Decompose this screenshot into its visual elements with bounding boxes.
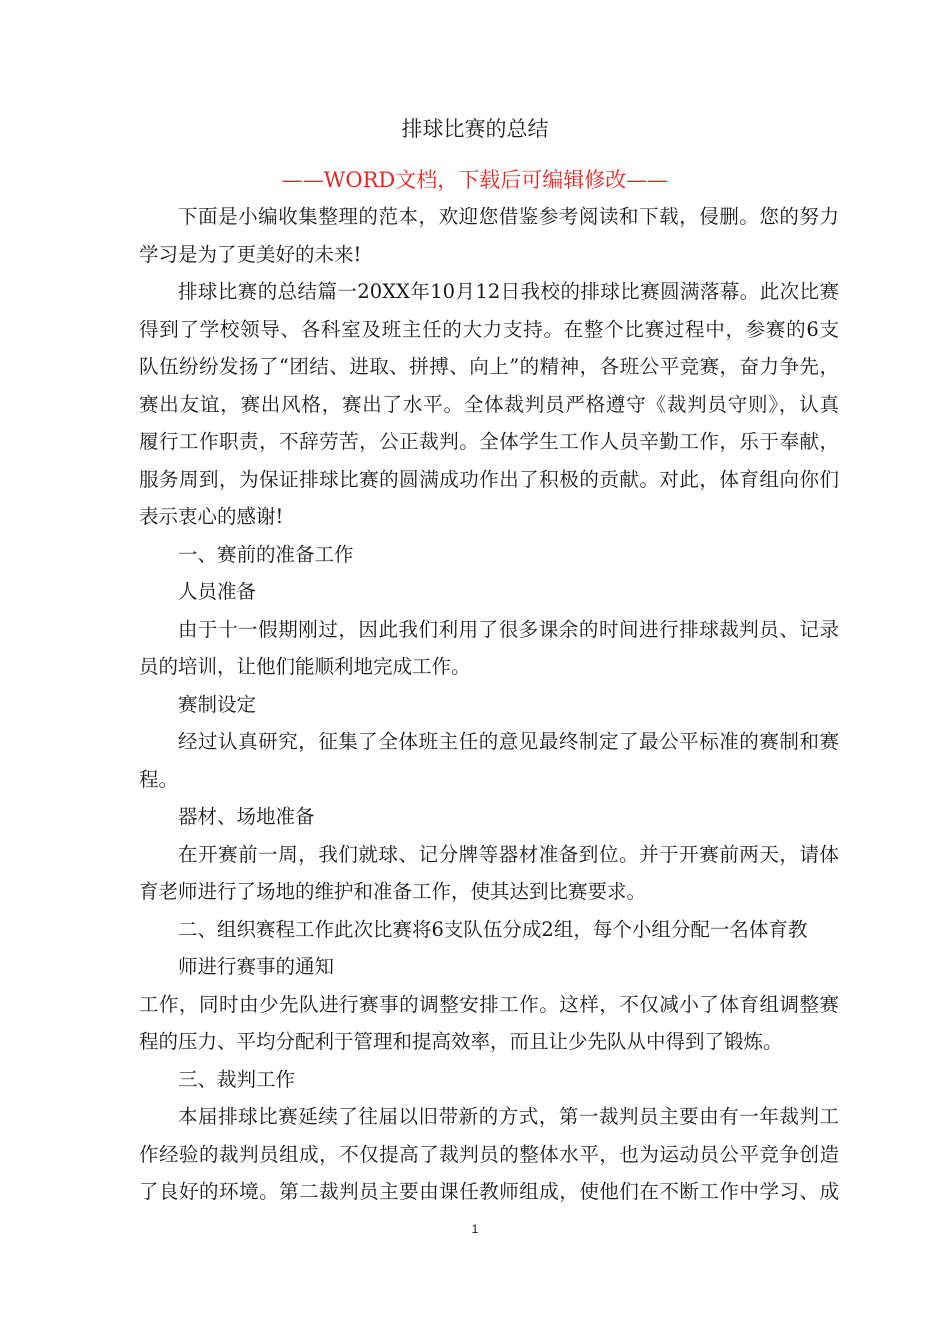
text-line: 在开赛前一周，我们就球、记分牌等器材准备到位。并于开赛前两天，请体	[178, 842, 839, 866]
text-line: 表示衷心的感谢!	[139, 505, 284, 528]
text-line: 履行工作职责，不辞劳苦，公正裁判。全体学生工作人员辛勤工作，乐于奉献，	[139, 430, 839, 453]
text-line: 了良好的环境。第二裁判员主要由课任教师组成，使他们在不断工作中学习、成	[139, 1180, 839, 1203]
text-line: 师进行赛事的通知	[178, 955, 335, 978]
text-line: 得到了学校领导、各科室及班主任的大力支持。在整个比赛过程中，参赛的6支	[139, 317, 839, 341]
text-line: 育老师进行了场地的维护和准备工作，使其达到比赛要求。	[139, 880, 647, 903]
text-line: 程的压力、平均分配利于管理和提高效率，而且让少先队从中得到了锻炼。	[139, 1030, 783, 1053]
text-line: 程。	[139, 767, 179, 791]
text-line: 三、裁判工作	[178, 1067, 296, 1091]
text-line: 学习是为了更美好的未来!	[139, 242, 362, 266]
text-line: 下面是小编收集整理的范本，欢迎您借鉴参考阅读和下载，侵删。您的努力	[178, 205, 839, 228]
text-line: 员的培训，让他们能顺利地完成工作。	[139, 655, 471, 678]
document-subtitle: ——WORD文档，下载后可编辑修改——	[281, 168, 669, 192]
text-line: 器材、场地准备	[178, 805, 315, 828]
text-line: 赛制设定	[178, 692, 257, 716]
text-line: 经过认真研究，征集了全体班主任的意见最终制定了最公平标准的赛制和赛	[178, 730, 839, 753]
text-line: 服务周到，为保证排球比赛的圆满成功作出了积极的贡献。对此，体育组向你们	[139, 467, 839, 491]
text-line: 工作，同时由少先队进行赛事的调整安排工作。这样，不仅减小了体育组调整赛	[139, 992, 839, 1016]
text-line: 人员准备	[178, 580, 257, 603]
text-line: 队伍纷纷发扬了“团结、进取、拼搏、向上”的精神，各班公平竞赛，奋力争先，	[139, 355, 839, 378]
text-line: 赛出友谊，赛出风格，赛出了水平。全体裁判员严格遵守《裁判员守则》，认真	[139, 392, 839, 416]
text-line: 本届排球比赛延续了往届以旧带新的方式，第一裁判员主要由有一年裁判工	[178, 1105, 839, 1128]
document-title: 排球比赛的总结	[401, 117, 549, 141]
document-body	[139, 198, 839, 1211]
text-line: 排球比赛的总结篇一20XX年10月12日我校的排球比赛圆满落幕。此次比赛	[178, 280, 839, 303]
text-line: 一、赛前的准备工作	[178, 542, 354, 566]
text-line: 作经验的裁判员组成，不仅提高了裁判员的整体水平，也为运动员公平竞争创造	[139, 1142, 839, 1166]
text-line: 二、组织赛程工作此次比赛将6支队伍分成2组，每个小组分配一名体育教	[178, 917, 808, 941]
page-number: 1	[471, 1222, 479, 1236]
text-line: 由于十一假期刚过，因此我们利用了很多课余的时间进行排球裁判员、记录	[178, 617, 839, 641]
